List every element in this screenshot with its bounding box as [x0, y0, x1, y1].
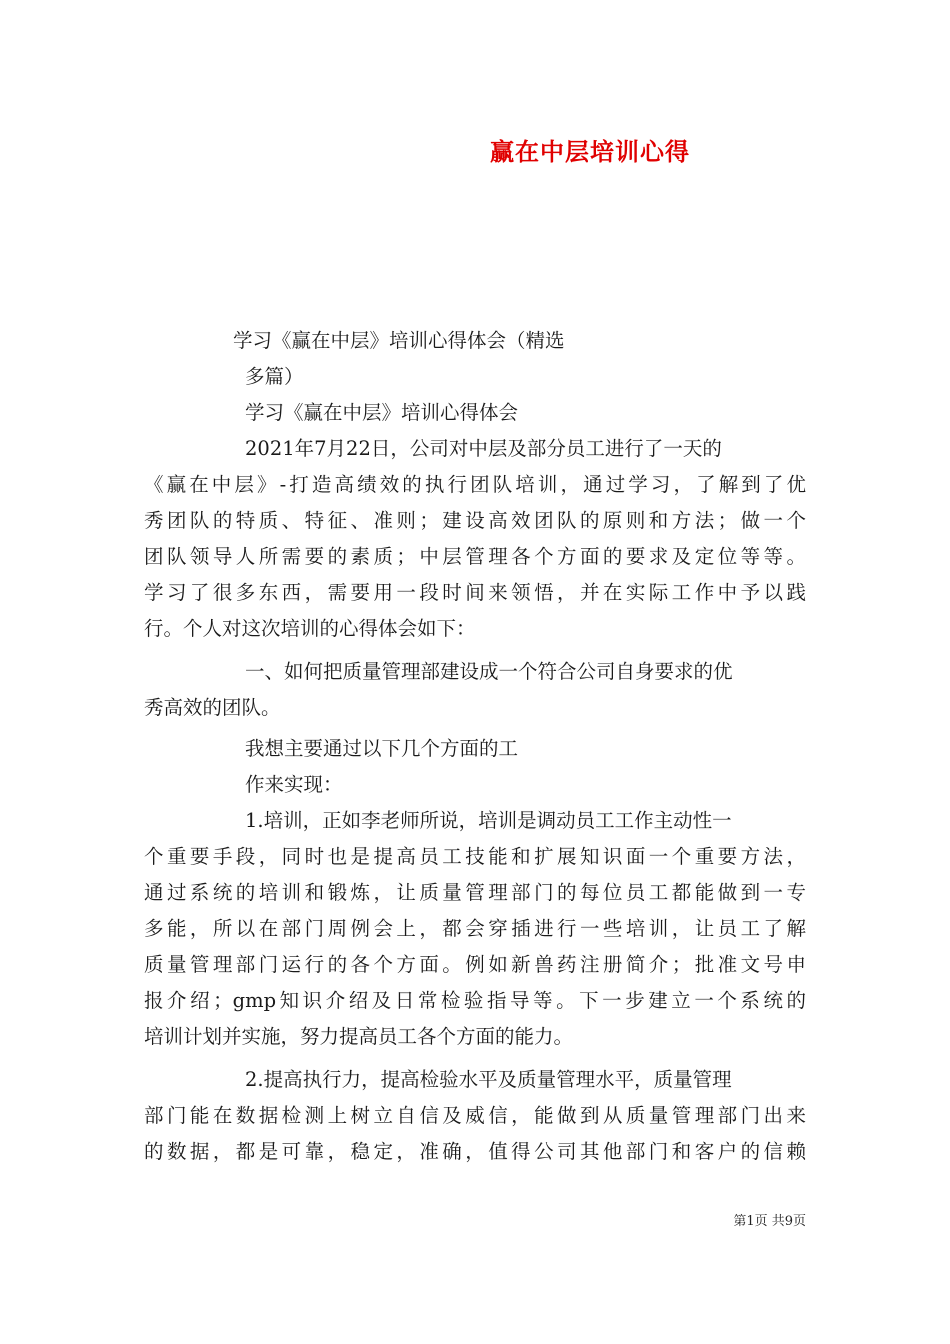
subtitle-line-1: 学习《赢在中层》培训心得体会（精选: [233, 329, 565, 352]
paragraph-1-line: 行。个人对这次培训的心得体会如下：: [144, 617, 476, 640]
paragraph-2-line: 一、如何把质量管理部建设成一个符合公司自身要求的优: [245, 660, 733, 683]
document-title: 赢在中层培训心得: [490, 137, 690, 166]
paragraph-4-line: 质量管理部门运行的各个方面。例如新兽药注册简介；批准文号申: [144, 953, 806, 976]
paragraph-5-line: 部门能在数据检测上树立自信及威信，能做到从质量管理部门出来: [144, 1104, 806, 1127]
paragraph-1-line: 秀团队的特质、特征、准则；建设高效团队的原则和方法；做一个: [144, 509, 806, 532]
paragraph-1-line: 2021年7月22日，公司对中层及部分员工进行了一天的: [245, 437, 722, 460]
paragraph-2-line: 秀高效的团队。: [144, 696, 281, 719]
paragraph-4-line: 多能，所以在部门周例会上，都会穿插进行一些培训，让员工了解: [144, 917, 806, 940]
paragraph-4-line: 通过系统的培训和锻炼，让质量管理部门的每位员工都能做到一专: [144, 881, 806, 904]
paragraph-5-line: 的数据，都是可靠，稳定，准确，值得公司其他部门和客户的信赖: [144, 1140, 806, 1163]
paragraph-4-line: 1.培训，正如李老师所说，培训是调动员工工作主动性一: [245, 809, 732, 832]
paragraph-1-line: 《赢在中层》-打造高绩效的执行团队培训，通过学习，了解到了优: [144, 473, 806, 496]
section-heading: 学习《赢在中层》培训心得体会: [245, 401, 519, 424]
paragraph-3-line: 我想主要通过以下几个方面的工: [245, 737, 519, 760]
page-number-footer: 第1页 共9页: [733, 1214, 806, 1229]
paragraph-1-line: 学习了很多东西，需要用一段时间来领悟，并在实际工作中予以践: [144, 581, 806, 604]
paragraph-5-line: 2.提高执行力，提高检验水平及质量管理水平，质量管理: [245, 1068, 732, 1091]
paragraph-1-line: 团队领导人所需要的素质；中层管理各个方面的要求及定位等等。: [144, 545, 806, 568]
paragraph-4-line: 报介绍；gmp知识介绍及日常检验指导等。下一步建立一个系统的: [144, 989, 806, 1012]
subtitle-line-2: 多篇）: [245, 365, 304, 388]
paragraph-3-line: 作来实现：: [245, 773, 343, 796]
paragraph-4-line: 个重要手段，同时也是提高员工技能和扩展知识面一个重要方法，: [144, 845, 806, 868]
paragraph-4-line: 培训计划并实施，努力提高员工各个方面的能力。: [144, 1025, 574, 1048]
